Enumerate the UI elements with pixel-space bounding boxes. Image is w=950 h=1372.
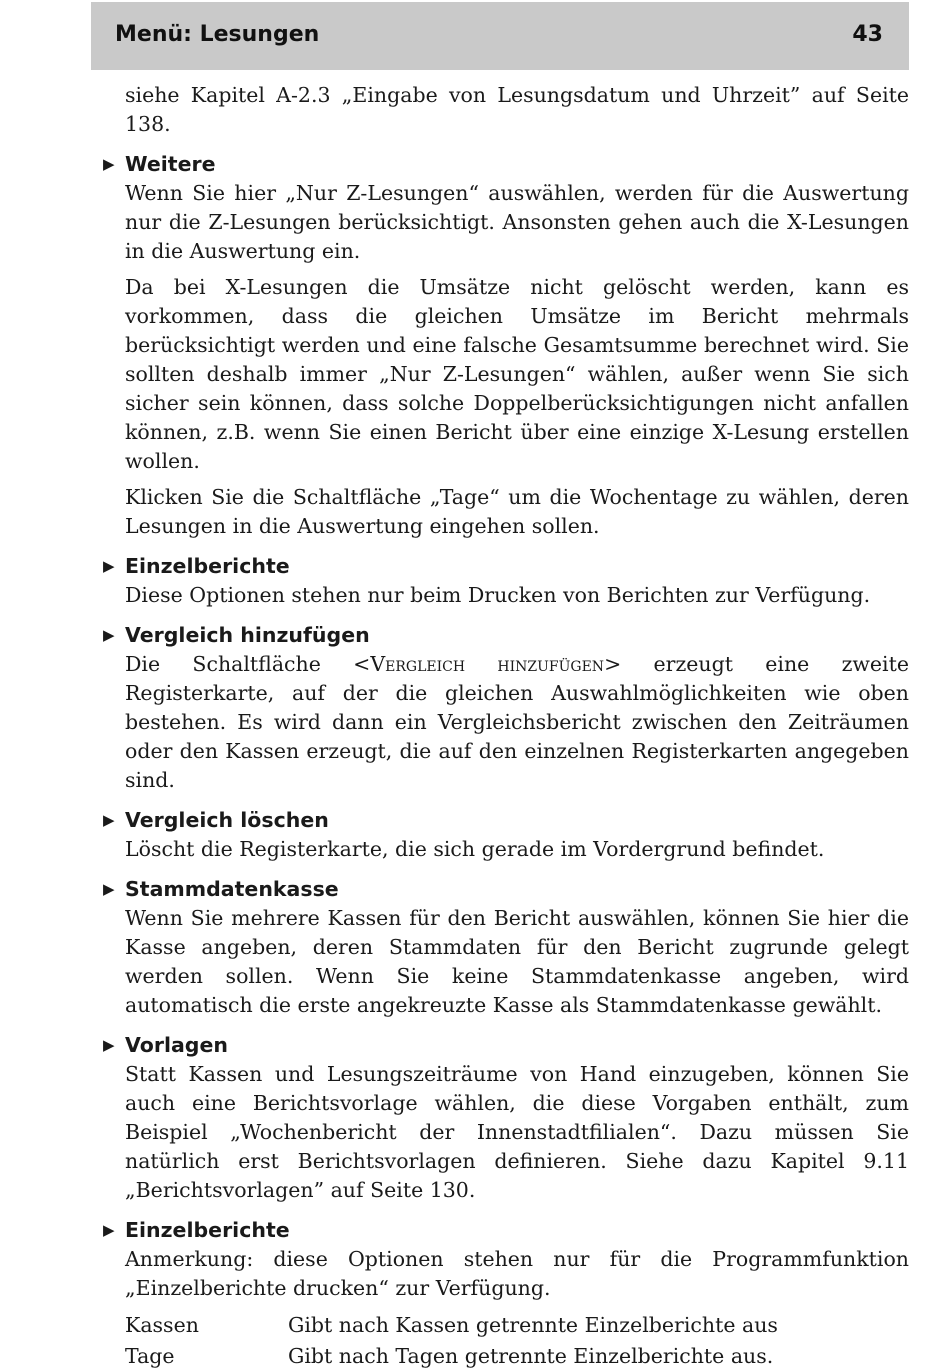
paragraph xyxy=(125,650,909,795)
section-heading xyxy=(103,621,909,650)
triangle-bullet-icon: ▶ xyxy=(103,880,115,898)
section-heading xyxy=(103,1216,909,1245)
definition-term: Kassen xyxy=(125,1313,199,1337)
page-header xyxy=(91,2,909,70)
definition-description: Gibt nach Tagen getrennte Einzelberichte aus. xyxy=(288,1344,774,1368)
triangle-bullet-icon: ▶ xyxy=(103,626,115,644)
section-heading xyxy=(103,875,909,904)
section-heading xyxy=(103,150,909,179)
paragraph: Klicken Sie die Schaltfläche „Tage“ um die Wochentage zu wählen, deren Lesungen in die Auswertung eingehen sollen. xyxy=(125,485,909,538)
page-title: Menü: Lesungen xyxy=(115,22,320,47)
triangle-bullet-icon: ▶ xyxy=(103,1221,115,1239)
paragraph: Löscht die Registerkarte, die sich gerade im Vordergrund befindet. xyxy=(125,837,825,861)
section-heading-text: Einzelberichte xyxy=(125,1218,290,1242)
section-heading-text: Stammdatenkasse xyxy=(125,877,339,901)
text-run: Die Schaltfläche < xyxy=(125,652,371,676)
section-vergleich-hinzufuegen xyxy=(103,621,909,795)
paragraph: Anmerkung: diese Optionen stehen nur für die Programmfunktion „Einzelberichte drucken“ zur Verfügung. xyxy=(125,1247,909,1300)
triangle-bullet-icon: ▶ xyxy=(103,557,115,575)
section-heading xyxy=(103,1031,909,1060)
paragraph: Wenn Sie hier „Nur Z-Lesungen“ auswählen, werden für die Auswertung nur die Z-Lesungen berücksichtigt. Ansonsten gehen auch die X-Lesungen in die Auswertung ein. xyxy=(125,181,909,263)
definition-row xyxy=(125,1310,778,1341)
paragraph: Diese Optionen stehen nur beim Drucken von Berichten zur Verfügung. xyxy=(125,583,871,607)
section-heading xyxy=(103,806,909,835)
section-vergleich-loeschen xyxy=(103,806,909,864)
section-weitere xyxy=(103,150,909,541)
triangle-bullet-icon: ▶ xyxy=(103,811,115,829)
paragraph: Da bei X-Lesungen die Umsätze nicht gelöscht werden, kann es vorkommen, dass die gleichen Umsätze im Bericht mehrmals berücksichtigt werden und eine falsche Gesamtsumme berechnet wird. Sie sollten deshalb immer „Nur Z-Lesungen“ wählen, außer wenn Sie sich sicher sein können, dass solche Doppelberücksichtigungen nicht anfallen können, z.B. wenn Sie einen Bericht über eine einzige X-Lesung erstellen wollen. xyxy=(125,275,909,473)
definition-description: Gibt nach Kassen getrennte Einzelberichte aus xyxy=(288,1313,778,1337)
page-number: 43 xyxy=(852,22,883,47)
definition-row xyxy=(125,1341,778,1372)
section-stammdatenkasse xyxy=(103,875,909,1020)
section-heading-text: Vergleich löschen xyxy=(125,808,329,832)
section-einzelberichte xyxy=(103,552,909,610)
intro-paragraph: siehe Kapitel A-2.3 „Eingabe von Lesungsdatum und Uhrzeit” auf Seite 138. xyxy=(125,83,909,136)
definition-term: Tage xyxy=(125,1344,175,1368)
section-heading xyxy=(103,552,909,581)
section-einzelberichte-2 xyxy=(103,1216,909,1372)
button-reference: Vergleich hinzufügen xyxy=(370,652,605,676)
section-heading-text: Weitere xyxy=(125,152,216,176)
definition-table xyxy=(125,1310,778,1372)
paragraph: Statt Kassen und Lesungszeiträume von Hand einzugeben, können Sie auch eine Berichtsvorlage wählen, die diese Vorgaben enthält, zum Beispiel „Wochenbericht der Innenstadtfilialen“. Dazu müssen Sie natürlich erst Berichtsvorlagen definieren. Siehe dazu Kapitel 9.11 „Berichtsvorlagen” auf Seite 130. xyxy=(125,1062,909,1202)
section-heading-text: Einzelberichte xyxy=(125,554,290,578)
section-vorlagen xyxy=(103,1031,909,1205)
triangle-bullet-icon: ▶ xyxy=(103,1036,115,1054)
text-run: > erzeugt eine zweite Registerkarte, auf der die gleichen Auswahlmöglichkeiten wie oben bestehen. Es wird dann ein Vergleichsbericht zwischen den Zeiträumen oder den Kassen erzeugt, die auf den einzelnen Registerkarten angegeben sind. xyxy=(125,652,909,792)
section-heading-text: Vergleich hinzufügen xyxy=(125,623,370,647)
triangle-bullet-icon: ▶ xyxy=(103,155,115,173)
section-heading-text: Vorlagen xyxy=(125,1033,228,1057)
page-content xyxy=(103,81,909,1372)
paragraph: Wenn Sie mehrere Kassen für den Bericht auswählen, können Sie hier die Kasse angeben, deren Stammdaten für den Bericht zugrunde gelegt werden sollen. Wenn Sie keine Stammdatenkasse angeben, wird automatisch die erste angekreuzte Kasse als Stammdatenkasse gewählt. xyxy=(125,906,909,1017)
